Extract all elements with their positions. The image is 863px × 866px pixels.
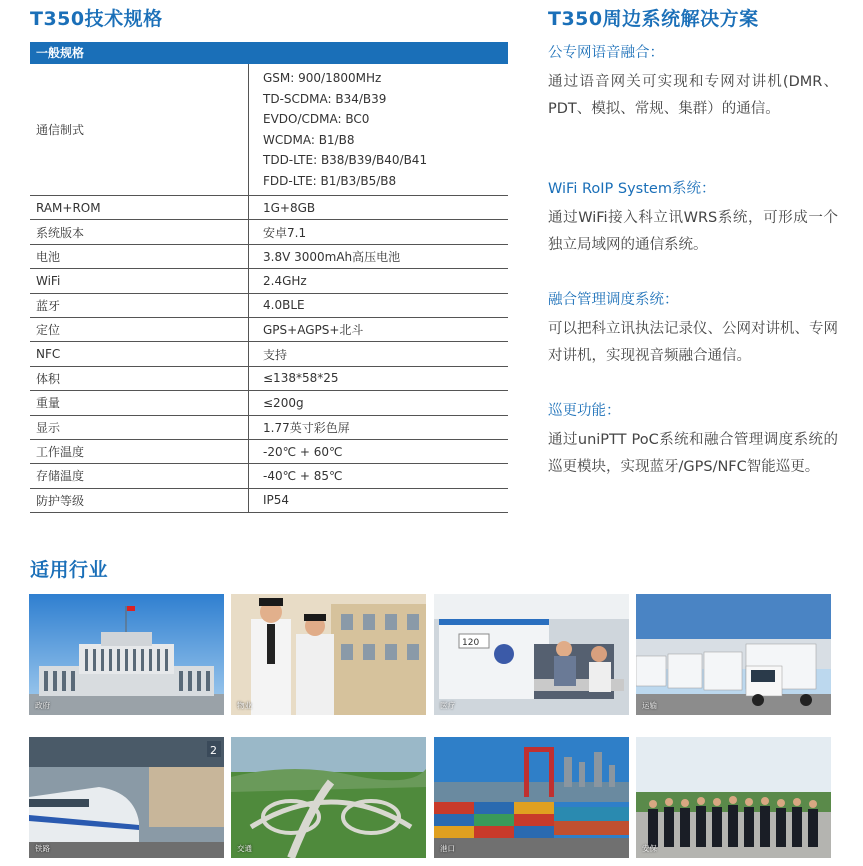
spec-row bbox=[30, 439, 508, 463]
highway-interchange-photo bbox=[231, 737, 426, 858]
spec-value: 1.77英寸彩色屏 bbox=[249, 415, 509, 439]
spec-value-communication bbox=[249, 64, 509, 196]
spec-row bbox=[30, 244, 508, 268]
solution-wifi-roip bbox=[548, 178, 838, 259]
industry-tile-port bbox=[434, 737, 629, 858]
spec-title: T350技术规格 bbox=[30, 8, 163, 30]
industry-tile-traffic bbox=[231, 737, 426, 858]
solutions-title: T350周边系统解决方案 bbox=[548, 8, 759, 30]
industry-label: 物业 bbox=[237, 701, 252, 710]
spec-table bbox=[30, 42, 508, 513]
spec-value: 安卓7.1 bbox=[249, 220, 509, 244]
spec-key: 蓝牙 bbox=[30, 293, 249, 317]
spec-key: 电池 bbox=[30, 244, 249, 268]
industry-label: 交通 bbox=[237, 844, 252, 853]
spec-row bbox=[30, 220, 508, 244]
spec-key: 体积 bbox=[30, 366, 249, 390]
spec-value: 1G+8GB bbox=[249, 196, 509, 220]
solution-body: 可以把科立讯执法记录仪、公网对讲机、专网对讲机，实现视音频融合通信。 bbox=[548, 321, 838, 364]
section-header-label: 一般规格 bbox=[30, 42, 508, 64]
government-building-photo bbox=[29, 594, 224, 715]
solution-heading: 巡更功能： bbox=[548, 403, 621, 419]
svg-text:120: 120 bbox=[462, 638, 480, 648]
industries-title: 适用行业 bbox=[30, 559, 109, 581]
spec-row-communication bbox=[30, 64, 508, 196]
spec-row bbox=[30, 488, 508, 512]
spec-value: ≤200g bbox=[249, 391, 509, 415]
comm-standard: GSM: 900/1800MHz bbox=[263, 71, 382, 85]
spec-value: 3.8V 3000mAh高压电池 bbox=[249, 244, 509, 268]
industry-label: 运输 bbox=[642, 701, 657, 710]
spec-key: 存储温度 bbox=[30, 464, 249, 488]
comm-standard: TD-SCDMA: B34/B39 bbox=[263, 91, 387, 106]
spec-row bbox=[30, 415, 508, 439]
spec-key: RAM+ROM bbox=[30, 196, 249, 220]
industry-label: 医疗 bbox=[440, 701, 455, 710]
spec-key: 显示 bbox=[30, 415, 249, 439]
spec-key: 重量 bbox=[30, 391, 249, 415]
solution-voice-fusion bbox=[548, 42, 838, 123]
industry-tile-security bbox=[636, 737, 831, 858]
spec-key: NFC bbox=[30, 342, 249, 366]
solution-body: 通过WiFi接入科立讯WRS系统，可形成一个独立局域网的通信系统。 bbox=[548, 210, 838, 253]
spec-row bbox=[30, 269, 508, 293]
solution-body: 通过语音网关可实现和专网对讲机(DMR、PDT、模拟、常规、集群）的通信。 bbox=[548, 74, 838, 117]
industry-label: 安保 bbox=[642, 844, 657, 853]
spec-value: 支持 bbox=[249, 342, 509, 366]
solution-heading: 公专网语音融合： bbox=[548, 45, 664, 61]
spec-key: 定位 bbox=[30, 317, 249, 341]
industry-tile-medical bbox=[434, 594, 629, 715]
spec-value: -40℃ + 85℃ bbox=[249, 464, 509, 488]
container-port-photo bbox=[434, 737, 629, 858]
industry-tile-property bbox=[231, 594, 426, 715]
spec-row bbox=[30, 464, 508, 488]
spec-row bbox=[30, 317, 508, 341]
spec-key: 防护等级 bbox=[30, 488, 249, 512]
spec-value: 2.4GHz bbox=[249, 269, 509, 293]
spec-row bbox=[30, 342, 508, 366]
solution-body: 通过uniPTT PoC系统和融合管理调度系统的巡更模块，实现蓝牙/GPS/NFC智能巡更。 bbox=[548, 432, 838, 475]
spec-section-header bbox=[30, 42, 508, 64]
spec-key: 工作温度 bbox=[30, 439, 249, 463]
industry-label: 港口 bbox=[440, 844, 455, 853]
solution-heading: 融合管理调度系统： bbox=[548, 292, 679, 308]
comm-standard: FDD-LTE: B1/B3/B5/B8 bbox=[263, 173, 397, 188]
spec-row bbox=[30, 293, 508, 317]
solution-dispatch bbox=[548, 289, 838, 370]
spec-key: 系统版本 bbox=[30, 220, 249, 244]
security-guards-photo bbox=[231, 594, 426, 715]
industry-label: 铁路 bbox=[35, 844, 50, 853]
spec-key: WiFi bbox=[30, 269, 249, 293]
spec-row bbox=[30, 196, 508, 220]
solution-patrol bbox=[548, 400, 838, 481]
trucks-photo bbox=[636, 594, 831, 715]
spec-key: 通信制式 bbox=[30, 64, 249, 196]
industry-label: 政府 bbox=[35, 701, 50, 710]
spec-value: IP54 bbox=[249, 488, 509, 512]
industry-tile-government bbox=[29, 594, 224, 715]
industry-tile-transport bbox=[636, 594, 831, 715]
high-speed-train-photo bbox=[29, 737, 224, 858]
comm-standard: EVDO/CDMA: BC0 bbox=[263, 112, 370, 126]
industry-tile-railway bbox=[29, 737, 224, 858]
spec-row bbox=[30, 366, 508, 390]
ambulance-photo bbox=[434, 594, 629, 715]
security-team-photo bbox=[636, 737, 831, 858]
spec-value: ≤138*58*25 bbox=[249, 366, 509, 390]
comm-standard: WCDMA: B1/B8 bbox=[263, 132, 355, 147]
svg-text:2: 2 bbox=[210, 744, 217, 757]
spec-value: -20℃ + 60℃ bbox=[249, 439, 509, 463]
solution-heading: WiFi RoIP System系统： bbox=[548, 181, 716, 197]
spec-row bbox=[30, 391, 508, 415]
spec-value: 4.0BLE bbox=[249, 293, 509, 317]
spec-value: GPS+AGPS+北斗 bbox=[249, 317, 509, 341]
comm-standard: TDD-LTE: B38/B39/B40/B41 bbox=[263, 153, 428, 167]
